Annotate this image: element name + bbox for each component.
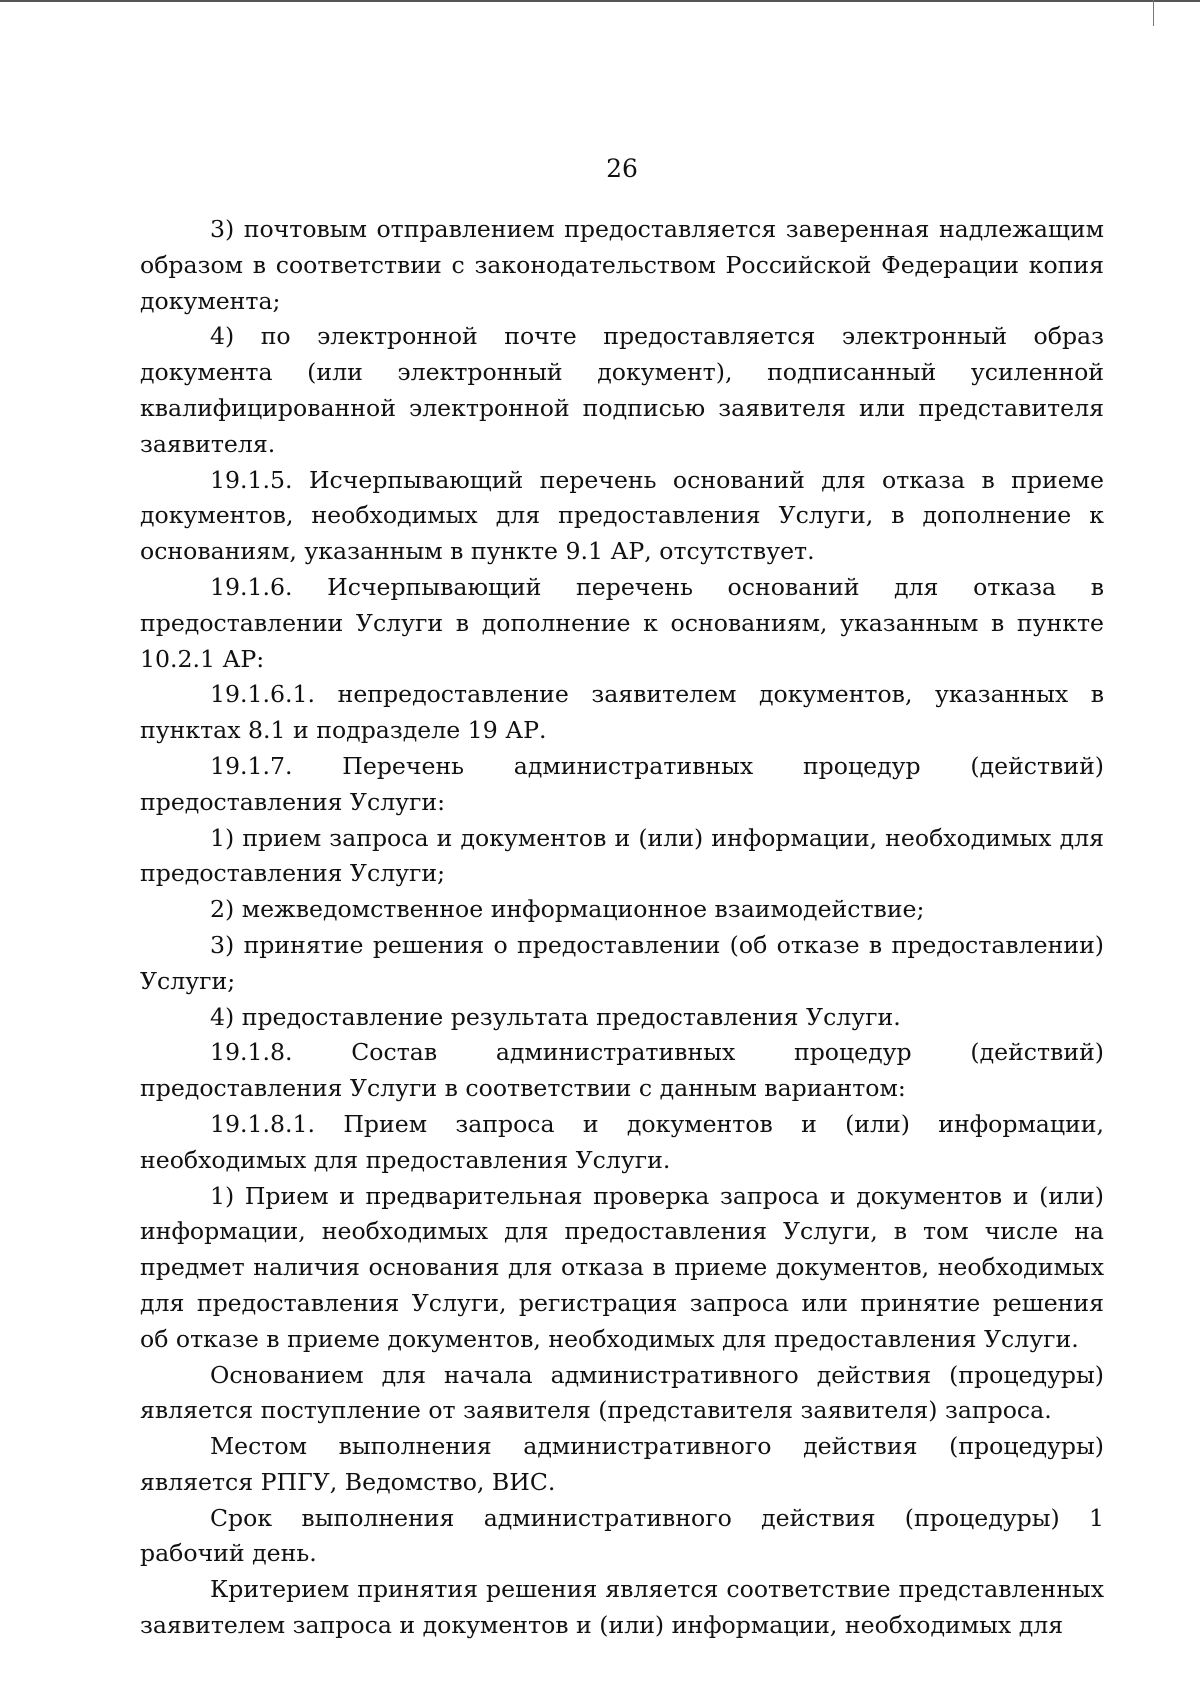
paragraph-19-1-8-1: 19.1.8.1. Прием запроса и документов и (или) информации, необходимых для предоставления Услуги. — [140, 1109, 1104, 1174]
paragraph-place: Местом выполнения административного действия (процедуры) является РПГУ, Ведомство, ВИС. — [140, 1432, 1104, 1496]
paragraph-19-1-6: 19.1.6. Исчерпывающий перечень оснований для отказа в предоставлении Услуги в дополнение к основаниям, указанным в пункте 10.2.1 АР: — [140, 572, 1104, 673]
paragraph-term: Срок выполнения административного действия (процедуры) 1 рабочий день. — [140, 1503, 1104, 1568]
paragraph-19-1-7: 19.1.7. Перечень административных процедур (действий) предоставления Услуги: — [140, 751, 1104, 816]
list-item-procedure-2: 2) межведомственное информационное взаимодействие; — [210, 895, 925, 924]
paragraph-email-copy: 4) по электронной почте предоставляется электронный образ документа (или электронный документ), подписанный усиленной квалифицированной электронной подписью заявителя или представителя заявителя. — [140, 322, 1104, 458]
paragraph-19-1-5: 19.1.5. Исчерпывающий перечень оснований для отказа в приеме документов, необходимых для предоставления Услуги, в дополнение к основаниям, указанным в пункте 9.1 АР, отсутствует. — [140, 465, 1104, 566]
page-number: 26 — [606, 154, 638, 183]
scan-top-edge-line — [0, 0, 1200, 2]
paragraph-intake-check: 1) Прием и предварительная проверка запроса и документов и (или) информации, необходимых для предоставления Услуги, в том числе на предмет наличия основания для отказа в приеме документов, необходимых для предоставления Услуги, регистрация запроса или принятие решения об отказе в приеме документов, необходимых для предоставления Услуги. — [140, 1181, 1104, 1353]
list-item-procedure-4: 4) предоставление результата предоставления Услуги. — [210, 1002, 901, 1031]
paragraph-basis: Основанием для начала административного действия (процедуры) является поступление от заявителя (представителя заявителя) запроса. — [140, 1360, 1104, 1425]
list-item-procedure-1: 1) прием запроса и документов и (или) информации, необходимых для предоставления Услуги; — [140, 823, 1104, 888]
paragraph-19-1-8: 19.1.8. Состав административных процедур (действий) предоставления Услуги в соответствии с данным вариантом: — [140, 1038, 1104, 1103]
paragraph-criterion: Критерием принятия решения является соответствие представленных заявителем запроса и документов и (или) информации, необходимых для — [140, 1575, 1104, 1640]
list-item-procedure-3: 3) принятие решения о предоставлении (об отказе в предоставлении) Услуги; — [140, 930, 1104, 995]
paragraph-postal-copy: 3) почтовым отправлением предоставляется заверенная надлежащим образом в соответствии с законодательством Российской Федерации копия документа; — [140, 215, 1104, 315]
paragraph-19-1-6-1: 19.1.6.1. непредоставление заявителем документов, указанных в пунктах 8.1 и подразделе 19 АР. — [140, 680, 1104, 745]
scan-edge-mark — [1153, 0, 1154, 26]
document-body — [140, 212, 1104, 1644]
